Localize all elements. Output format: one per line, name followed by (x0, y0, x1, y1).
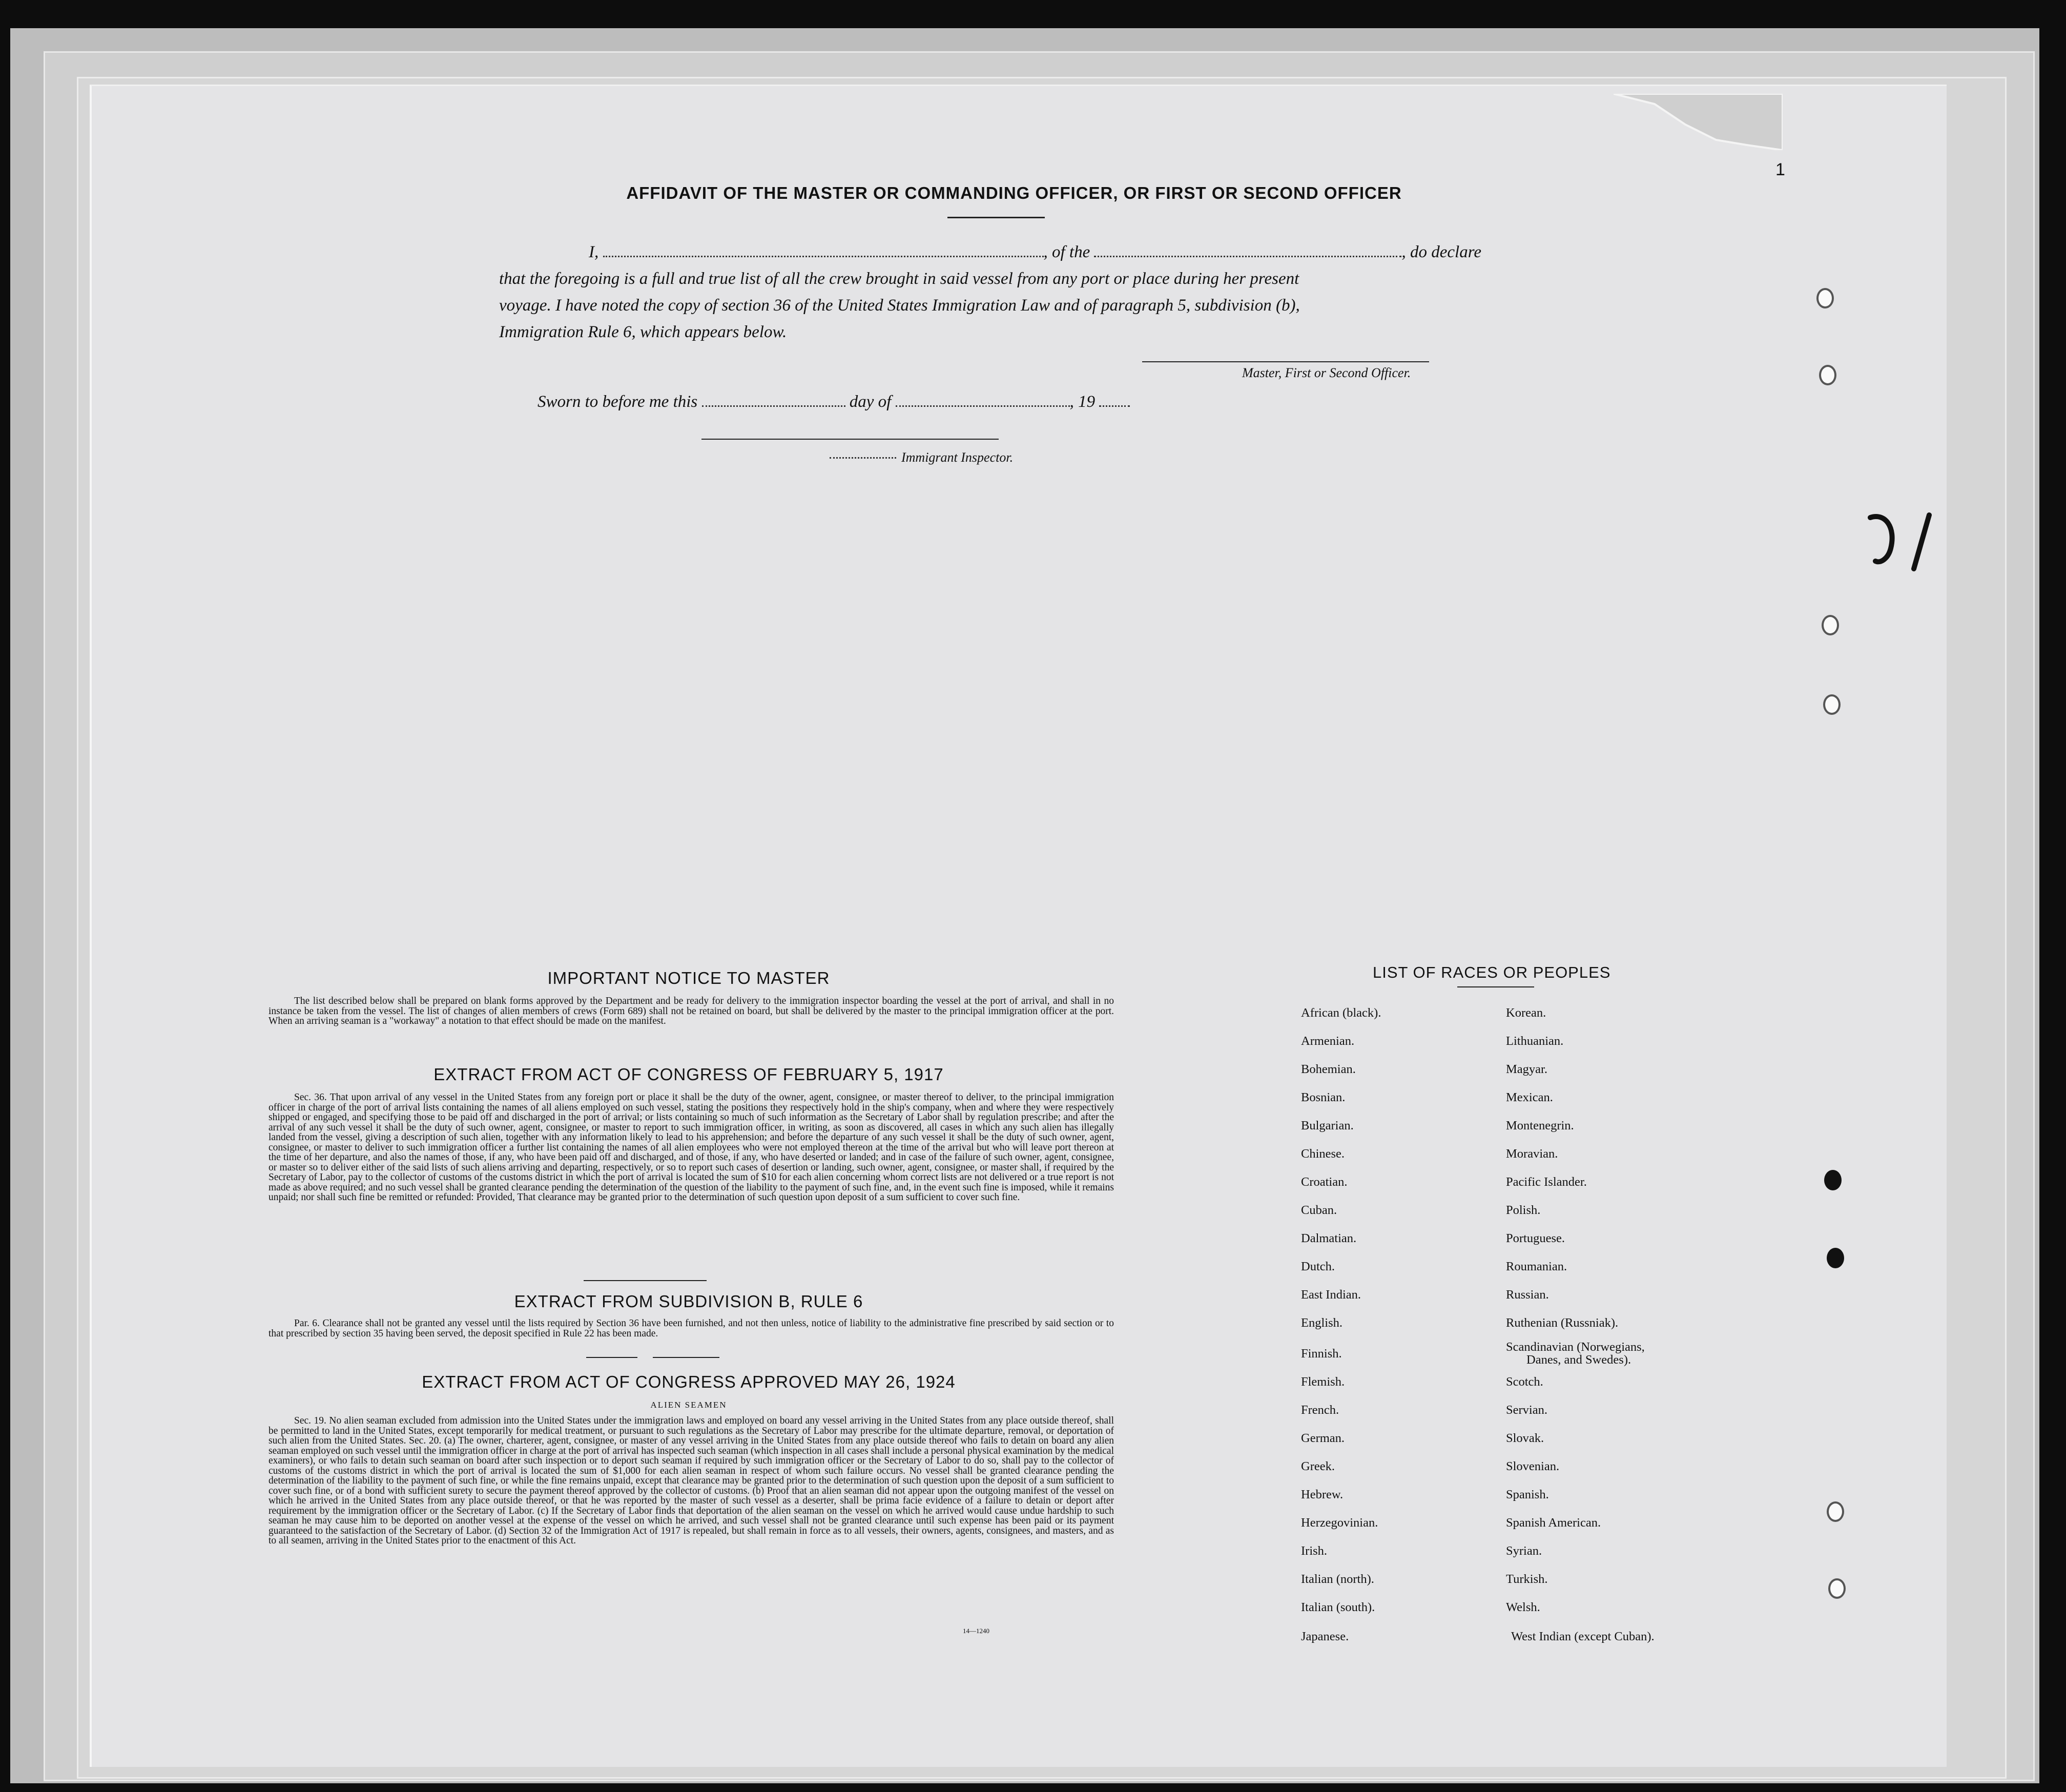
margin-number-right: 1 (1775, 160, 1785, 179)
vessel-blank[interactable] (1094, 242, 1401, 257)
race-item: Herzegovinian. (1301, 1516, 1378, 1530)
race-item: Irish. (1301, 1544, 1328, 1558)
declaration-line-2: that the foregoing is a full and true list of all the crew brought in said vessel from any port or place during her present (499, 270, 1299, 288)
race-item: Spanish. (1506, 1488, 1549, 1501)
punch-hole (1828, 1578, 1846, 1599)
punch-hole (1827, 1248, 1844, 1268)
affidavit-title: AFFIDAVIT OF THE MASTER OR COMMANDING OFFICER, OR FIRST OR SECOND OFFICER (626, 183, 1402, 202)
race-item: German. (1301, 1431, 1345, 1445)
race-item: Armenian. (1301, 1034, 1355, 1048)
subdivision-title: EXTRACT FROM SUBDIVISION B, RULE 6 (514, 1292, 863, 1311)
race-item: Flemish. (1301, 1375, 1345, 1389)
race-item: Cuban. (1301, 1203, 1337, 1217)
extract-1924-subtitle: ALIEN SEAMEN (650, 1400, 727, 1410)
race-item: Hebrew. (1301, 1488, 1344, 1501)
race-item: Korean. (1506, 1006, 1546, 1020)
divider-2a (586, 1357, 637, 1358)
race-item: East Indian. (1301, 1288, 1361, 1302)
sworn-day-blank[interactable] (702, 392, 845, 407)
race-item: Montenegrin. (1506, 1119, 1574, 1132)
sworn-month-blank[interactable] (896, 392, 1070, 407)
inspector-dotted-lead (830, 457, 896, 459)
race-item: Bohemian. (1301, 1062, 1356, 1076)
affidavit-declaration (499, 239, 1575, 345)
sworn-day-of: day of (849, 393, 892, 411)
race-item: Servian. (1506, 1403, 1547, 1417)
race-item: Bosnian. (1301, 1090, 1346, 1104)
title-rule (947, 217, 1045, 218)
race-item: Polish. (1506, 1203, 1541, 1217)
sworn-line (538, 388, 1460, 415)
declaration-i: I, (589, 243, 599, 261)
notice-text: The list described below shall be prepared on blank forms approved by the Department and be ready for delivery to the immigration inspector boarding the vessel at the port of arrival, and shall in no instance be taken from the vessel. The list of changes of alien members of crews (Form 689) shall not be retained on board, but shall be delivered by the master to the principal immigration officer at the port. When an arriving seaman is a "workaway" a notation to that effect should be made on the manifest. (268, 996, 1114, 1026)
declaration-line-3: voyage. I have noted the copy of section 36 of the United States Immigration Law and of paragraph 5, subdivision (b), (499, 296, 1300, 315)
race-item: Slovenian. (1506, 1459, 1560, 1473)
race-item: Croatian. (1301, 1175, 1348, 1189)
torn-corner (1614, 94, 1783, 150)
sworn-text: Sworn to before me this (538, 393, 698, 411)
race-item: Russian. (1506, 1288, 1549, 1302)
race-item: Spanish American. (1506, 1516, 1601, 1530)
race-item: Ruthenian (Russniak). (1506, 1316, 1619, 1330)
subdivision-text: Par. 6. Clearance shall not be granted any vessel until the lists required by Section 36 have been furnished, and not then unless, notice of liability to the administrative fine prescribed by said section or to that prescribed by section 35 having been served, the deposit specified in Rule 22 has been made. (268, 1318, 1114, 1339)
race-item: French. (1301, 1403, 1339, 1417)
declaration-do-declare: , do declare (1401, 243, 1481, 261)
inspector-signature-line[interactable] (701, 439, 999, 440)
punch-hole (1824, 1170, 1842, 1190)
master-signature-line[interactable] (1142, 361, 1429, 362)
race-item: Slovak. (1506, 1431, 1544, 1445)
race-item: Mexican. (1506, 1090, 1553, 1104)
race-item: Pacific Islander. (1506, 1175, 1587, 1189)
race-item: Italian (north). (1301, 1572, 1374, 1586)
punch-hole (1827, 1501, 1844, 1522)
race-item: Moravian. (1506, 1147, 1558, 1161)
extract-1917-title: EXTRACT FROM ACT OF CONGRESS OF FEBRUARY 5, 1917 (433, 1065, 944, 1084)
race-item: West Indian (except Cuban). (1511, 1630, 1655, 1643)
race-item: Welsh. (1506, 1600, 1540, 1614)
race-item: Dutch. (1301, 1260, 1335, 1273)
extract-1924-title: EXTRACT FROM ACT OF CONGRESS APPROVED MAY 26, 1924 (422, 1372, 956, 1391)
divider-2b (653, 1357, 719, 1358)
races-title: LIST OF RACES OR PEOPLES (1373, 963, 1611, 981)
race-item: African (black). (1301, 1006, 1381, 1020)
sworn-year-blank[interactable] (1099, 392, 1130, 407)
divider-1 (584, 1280, 707, 1281)
declaration-of-the: , of the (1043, 243, 1090, 261)
race-item: Chinese. (1301, 1147, 1345, 1161)
master-signature-caption: Master, First or Second Officer. (1242, 365, 1411, 380)
form-sheet (90, 85, 1947, 1767)
race-item: Finnish. (1301, 1347, 1342, 1361)
race-item: Italian (south). (1301, 1600, 1375, 1614)
race-item: Lithuanian. (1506, 1034, 1564, 1048)
race-item: English. (1301, 1316, 1342, 1330)
notice-title: IMPORTANT NOTICE TO MASTER (547, 969, 830, 987)
race-item-continued: Danes, and Swedes). (1526, 1353, 1631, 1367)
races-title-rule (1457, 986, 1534, 987)
race-item: Scandinavian (Norwegians, (1506, 1340, 1645, 1354)
punch-hole (1823, 694, 1841, 715)
punch-hole (1816, 288, 1834, 308)
race-item: Magyar. (1506, 1062, 1547, 1076)
sworn-year: , 19 (1069, 393, 1096, 411)
race-item: Portuguese. (1506, 1231, 1565, 1245)
race-item: Bulgarian. (1301, 1119, 1354, 1132)
extract-1924-text: Sec. 19. No alien seaman excluded from admission into the United States under the immigration laws and employed on board any vessel arriving in the United States from any place outside thereof, shall be permitted to land in the United States, except temporarily for medical treatment, or pursuant to such regulations as the Secretary of Labor may prescribe for the ultimate departure, removal, or deportation of such alien from the United States. Sec. 20. (a) The owner, charterer, agent, consignee, or master of any vessel arriving in the United States from any place outside thereof who fails to detain on board any alien seaman employed on such vessel until the immigration officer in charge at the port of arrival has inspected such seaman (which inspection in all cases shall include a personal physical examination by the medical examiners), or who fails to detain such seaman on board after such inspection or to deport such seaman if required by such immigration officer or the Secretary of Labor to do so, shall pay to the collector of customs of the customs district in which the port of arrival is located the sum of $1,000 for each alien seaman in respect of whom such failure occurs. No vessel shall be granted clearance pending the determination of the liability to the payment of such fine, or while the fine remains unpaid, except that clearance may be granted prior to the determination of such question upon the deposit of a sum sufficient to cover such fine, or of a bond with sufficient surety to secure the payment thereof approved by the collector of customs. (b) Proof that an alien seaman did not appear upon the outgoing manifest of the vessel on which he arrived in the United States from any place outside thereof, or that he was reported by the master of such vessel as a deserter, shall be prima facie evidence of a failure to detain or deport after requirement by the immigration officer or the Secretary of Labor. (c) If the Secretary of Labor finds that deportation of the alien seaman on the vessel on which he arrived would cause undue hardship to such seaman he may cause him to be deported on another vessel at the expense of the vessel on which he arrived, and such vessel shall not be granted clearance until such expense has been paid or its payment guaranteed to the satisfaction of the Secretary of Labor. (d) Section 32 of the Immigration Act of 1917 is repealed, but shall remain in force as to all vessels, their owners, agents, consignees, and masters, and as to all seamen, arriving in the United States prior to the enactment of this Act. (268, 1415, 1114, 1546)
race-item: Scotch. (1506, 1375, 1543, 1389)
race-item: Japanese. (1301, 1630, 1349, 1643)
punch-hole (1822, 615, 1839, 635)
declaration-line-4: Immigration Rule 6, which appears below. (499, 323, 787, 341)
race-item: Dalmatian. (1301, 1231, 1357, 1245)
name-blank[interactable] (603, 242, 1044, 257)
race-item: Roumanian. (1506, 1260, 1567, 1273)
race-item: Turkish. (1506, 1572, 1548, 1586)
punch-hole (1819, 365, 1836, 385)
extract-1917-text: Sec. 36. That upon arrival of any vessel in the United States from any foreign port or place it shall be the duty of the owner, agent, consignee, or master thereof to deliver, to the principal immigration officer in charge of the port of arrival lists containing the names of all aliens employed on such vessel, stating the positions they respectively hold in the ship's company, when and where they were respectively shipped or engaged, and specifying those to be paid off and discharged in the port of arrival; or lists containing so much of such information as the Secretary of Labor shall by regulation prescribe; and after the arrival of any such vessel it shall be the duty of such owner, agent, consignee, or master to report to such immigration officer, in writing, as soon as discovered, all cases in which any such alien has illegally landed from the vessel, giving a description of such alien, together with any information likely to lead to his apprehension; and before the departure of any such vessel it shall be the duty of such owner, agent, consignee, or master to deliver to such immigration officer a further list containing the names of all alien employees who were not employed thereon at the time of the arrival but who will leave port thereon at the time of her departure, and also the names of those, if any, who have been paid off and discharged, and of those, if any, who have deserted or landed; and in case of the failure of such owner, agent, consignee, or master so to deliver either of the said lists of such aliens arriving and departing, respectively, or so to report such cases of desertion or landing, such owner, agent, consignee, or master shall, if required by the Secretary of Labor, pay to the collector of customs of the customs district in which the port of arrival is located the sum of $10 for each alien concerning whom correct lists are not delivered or a true report is not made as above required; and no such vessel shall be granted clearance pending the determination of the question of the liability to the payment of such fine, and, in the event such fine is imposed, while it remains unpaid; nor shall such fine be remitted or refunded: Provided, That clearance may be granted prior to the determination of such question upon deposit of a sum sufficient to cover such fine. (268, 1092, 1114, 1203)
form-number: 14—1240 (963, 1627, 989, 1635)
handwritten-mark (1865, 507, 1947, 579)
inspector-caption: Immigrant Inspector. (901, 450, 1014, 465)
race-item: Greek. (1301, 1459, 1335, 1473)
race-item: Syrian. (1506, 1544, 1542, 1558)
